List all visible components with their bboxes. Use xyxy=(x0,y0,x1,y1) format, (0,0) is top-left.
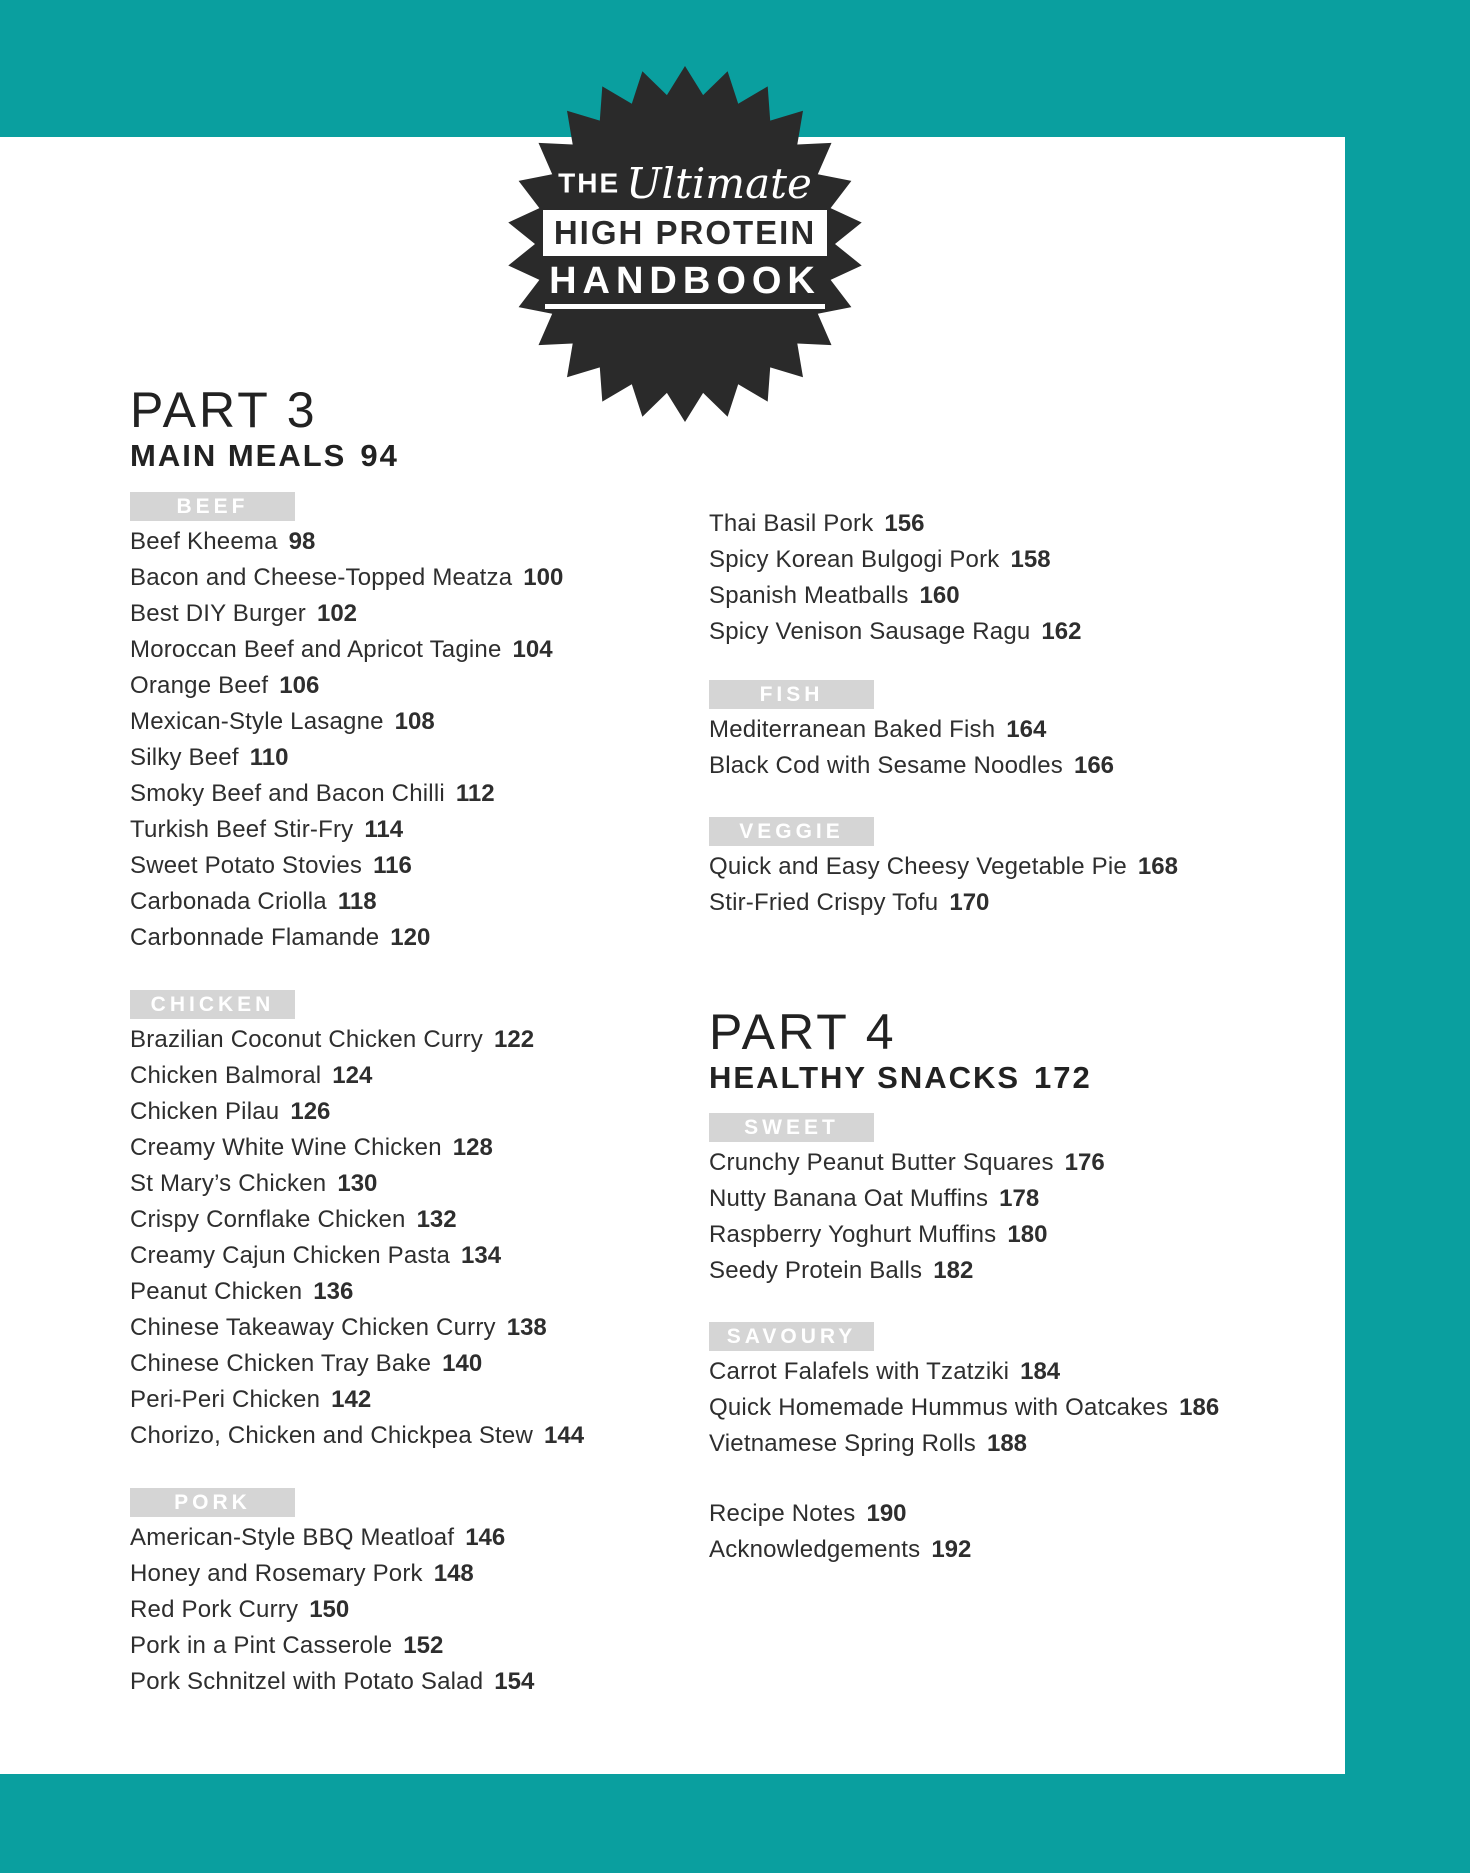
recipe-name: St Mary’s Chicken xyxy=(130,1170,327,1197)
page-number: 168 xyxy=(1137,853,1178,880)
toc-entry xyxy=(709,1390,1309,1426)
page-number: 134 xyxy=(461,1242,502,1269)
recipe-name: Mediterranean Baked Fish xyxy=(709,716,996,743)
recipe-name: Black Cod with Sesame Noodles xyxy=(709,752,1063,779)
recipe-name: Red Pork Curry xyxy=(130,1596,299,1623)
toc-entry xyxy=(130,668,650,704)
recipe-name: Carbonnade Flamande xyxy=(130,924,380,951)
page-number: 186 xyxy=(1179,1394,1220,1421)
recipe-name: Spicy Korean Bulgogi Pork xyxy=(709,546,1000,573)
category-chicken: CHICKEN xyxy=(130,990,295,1019)
toc-entry xyxy=(709,748,1309,784)
toc-entry xyxy=(130,884,650,920)
recipe-name: Pork Schnitzel with Potato Salad xyxy=(130,1668,484,1695)
part3-title: PART 3 xyxy=(130,382,318,438)
toc-entry xyxy=(130,560,650,596)
toc-entry xyxy=(709,849,1309,885)
page-number: 146 xyxy=(465,1524,506,1551)
toc-entry xyxy=(130,1310,650,1346)
recipe-name: Peanut Chicken xyxy=(130,1278,303,1305)
toc-entry xyxy=(709,1354,1309,1390)
toc-entry xyxy=(130,524,650,560)
recipe-name: Seedy Protein Balls xyxy=(709,1257,923,1284)
page-number: 184 xyxy=(1020,1358,1061,1385)
chicken-recipe-list xyxy=(130,1022,650,1454)
left-column xyxy=(130,382,650,1700)
toc-entry xyxy=(709,1181,1309,1217)
recipe-name: Pork in a Pint Casserole xyxy=(130,1632,393,1659)
veggie-recipe-list xyxy=(709,849,1309,921)
logo-the: THE xyxy=(558,167,621,199)
page-number: 104 xyxy=(512,636,553,663)
recipe-name: Bacon and Cheese-Topped Meatza xyxy=(130,564,513,591)
recipe-name: Sweet Potato Stovies xyxy=(130,852,363,879)
toc-entry xyxy=(130,632,650,668)
recipe-name: Smoky Beef and Bacon Chilli xyxy=(130,780,445,807)
recipe-name: Orange Beef xyxy=(130,672,269,699)
toc-entry xyxy=(130,1556,650,1592)
page-number: 148 xyxy=(433,1560,474,1587)
book-logo-badge xyxy=(505,64,865,424)
recipe-name: Raspberry Yoghurt Muffins xyxy=(709,1221,997,1248)
recipe-name: Chicken Pilau xyxy=(130,1098,280,1125)
category-pork: PORK xyxy=(130,1488,295,1517)
page-number: 166 xyxy=(1073,752,1115,779)
page-number: 178 xyxy=(999,1185,1040,1212)
page-number: 124 xyxy=(332,1062,373,1089)
page-number: 120 xyxy=(390,924,431,951)
savoury-recipe-list xyxy=(709,1354,1309,1462)
recipe-name: Best DIY Burger xyxy=(130,600,306,627)
recipe-name: Carrot Falafels with Tzatziki xyxy=(709,1358,1010,1385)
recipe-name: Silky Beef xyxy=(130,744,239,771)
toc-entry xyxy=(130,920,650,956)
page-number: 112 xyxy=(455,780,495,807)
page-number: 130 xyxy=(337,1170,378,1197)
recipe-name: Creamy White Wine Chicken xyxy=(130,1134,442,1161)
toc-entry xyxy=(130,1022,650,1058)
page-number: 102 xyxy=(316,600,358,627)
toc-entry xyxy=(130,740,650,776)
page-number: 116 xyxy=(373,852,412,879)
toc-entry xyxy=(709,885,1309,921)
sweet-recipe-list xyxy=(709,1145,1309,1289)
toc-entry xyxy=(130,1346,650,1382)
recipe-name: Peri-Peri Chicken xyxy=(130,1386,321,1413)
toc-entry xyxy=(709,506,1309,542)
toc-entry xyxy=(709,1496,1309,1532)
recipe-name: Thai Basil Pork xyxy=(709,510,874,537)
recipe-name: American-Style BBQ Meatloaf xyxy=(130,1524,455,1551)
page-number: 126 xyxy=(290,1098,331,1125)
page-number: 108 xyxy=(394,708,435,735)
beef-recipe-list xyxy=(130,524,650,956)
page-number: 170 xyxy=(949,889,990,916)
page-number: 188 xyxy=(986,1430,1028,1457)
recipe-name: Turkish Beef Stir-Fry xyxy=(130,816,354,843)
page-number: 142 xyxy=(331,1386,372,1413)
page-number: 154 xyxy=(494,1668,535,1695)
recipe-name: Chinese Chicken Tray Bake xyxy=(130,1350,432,1377)
toc-entry xyxy=(709,712,1309,748)
page-number: 128 xyxy=(452,1134,493,1161)
page-number: 192 xyxy=(931,1536,972,1563)
recipe-name: Quick and Easy Cheesy Vegetable Pie xyxy=(709,853,1127,880)
fish-recipe-list xyxy=(709,712,1309,784)
page-number: 144 xyxy=(544,1422,585,1449)
page-number: 158 xyxy=(1010,546,1051,573)
page-number: 136 xyxy=(313,1278,354,1305)
logo-ultimate: Ultimate xyxy=(626,159,812,208)
part4-page: 172 xyxy=(1034,1060,1092,1095)
category-veggie: VEGGIE xyxy=(709,817,874,846)
logo-handbook: HANDBOOK xyxy=(549,260,821,302)
page-number: 132 xyxy=(416,1206,457,1233)
page-number: 100 xyxy=(523,564,564,591)
page-number: 150 xyxy=(309,1596,350,1623)
page-number: 182 xyxy=(933,1257,974,1284)
category-sweet: SWEET xyxy=(709,1113,874,1142)
toc-entry xyxy=(709,1145,1309,1181)
logo-high-protein: HIGH PROTEIN xyxy=(543,210,827,256)
recipe-name: Brazilian Coconut Chicken Curry xyxy=(130,1026,484,1053)
category-savoury: SAVOURY xyxy=(709,1322,874,1351)
page-number: 114 xyxy=(364,816,404,843)
toc-entry xyxy=(709,614,1309,650)
page-number: 118 xyxy=(337,888,377,915)
toc-entry xyxy=(130,776,650,812)
page-number: 140 xyxy=(442,1350,483,1377)
recipe-name: Spicy Venison Sausage Ragu xyxy=(709,618,1031,645)
recipe-name: Chicken Balmoral xyxy=(130,1062,322,1089)
toc-entry xyxy=(130,1166,650,1202)
recipe-name: Crunchy Peanut Butter Squares xyxy=(709,1149,1054,1176)
toc-entry xyxy=(130,812,650,848)
recipe-name: Carbonada Criolla xyxy=(130,888,327,915)
recipe-name: Quick Homemade Hummus with Oatcakes xyxy=(709,1394,1169,1421)
page-number: 162 xyxy=(1041,618,1082,645)
toc-entry xyxy=(130,1274,650,1310)
recipe-name: Creamy Cajun Chicken Pasta xyxy=(130,1242,451,1269)
recipe-name: Beef Kheema xyxy=(130,528,278,555)
part4-title: PART 4 xyxy=(709,1004,897,1060)
toc-entry xyxy=(130,596,650,632)
extras-list xyxy=(709,1496,1309,1568)
recipe-name: Acknowledgements xyxy=(709,1536,921,1563)
recipe-name: Nutty Banana Oat Muffins xyxy=(709,1185,989,1212)
page-number: 190 xyxy=(866,1500,907,1527)
toc-entry xyxy=(130,848,650,884)
toc-entry xyxy=(130,1382,650,1418)
recipe-name: Vietnamese Spring Rolls xyxy=(709,1430,976,1457)
toc-entry xyxy=(709,1532,1309,1568)
page-number: 110 xyxy=(249,744,289,771)
logo-top-line xyxy=(505,159,865,208)
page-number: 122 xyxy=(494,1026,535,1053)
toc-entry xyxy=(130,1094,650,1130)
recipe-name: Mexican-Style Lasagne xyxy=(130,708,384,735)
toc-entry xyxy=(130,1058,650,1094)
recipe-name: Stir-Fried Crispy Tofu xyxy=(709,889,939,916)
toc-entry xyxy=(130,1592,650,1628)
part3-subtitle-text: MAIN MEALS xyxy=(130,438,347,473)
recipe-name: Spanish Meatballs xyxy=(709,582,909,609)
toc-entry xyxy=(130,1664,650,1700)
pork-recipe-list xyxy=(130,1520,650,1700)
page-number: 106 xyxy=(279,672,320,699)
toc-entry xyxy=(709,1253,1309,1289)
logo-underline xyxy=(545,304,825,309)
toc-entry xyxy=(130,1238,650,1274)
recipe-name: Honey and Rosemary Pork xyxy=(130,1560,423,1587)
page-number: 160 xyxy=(919,582,960,609)
recipe-name: Chinese Takeaway Chicken Curry xyxy=(130,1314,496,1341)
page-number: 176 xyxy=(1064,1149,1105,1176)
page-number: 156 xyxy=(884,510,925,537)
toc-entry xyxy=(130,1418,650,1454)
toc-entry xyxy=(130,1202,650,1238)
toc-entry xyxy=(709,578,1309,614)
toc-entry xyxy=(709,1426,1309,1462)
part4-subtitle-text: HEALTHY SNACKS xyxy=(709,1060,1021,1095)
category-beef: BEEF xyxy=(130,492,295,521)
page-number: 180 xyxy=(1007,1221,1048,1248)
toc-entry xyxy=(709,542,1309,578)
recipe-name: Crispy Cornflake Chicken xyxy=(130,1206,406,1233)
page-number: 138 xyxy=(506,1314,547,1341)
toc-entry xyxy=(130,1130,650,1166)
toc-entry xyxy=(709,1217,1309,1253)
recipe-name: Chorizo, Chicken and Chickpea Stew xyxy=(130,1422,533,1449)
right-column xyxy=(709,506,1309,1568)
page-number: 164 xyxy=(1006,716,1047,743)
recipe-name: Recipe Notes xyxy=(709,1500,856,1527)
part3-page: 94 xyxy=(360,438,399,473)
recipe-name: Moroccan Beef and Apricot Tagine xyxy=(130,636,502,663)
toc-entry xyxy=(130,1628,650,1664)
part3-subtitle xyxy=(130,437,650,475)
toc-entry xyxy=(130,1520,650,1556)
part4-subtitle xyxy=(709,1059,1309,1097)
toc-entry xyxy=(130,704,650,740)
page-number: 152 xyxy=(403,1632,444,1659)
page-number: 98 xyxy=(288,528,316,555)
pork-recipe-list-continued xyxy=(709,506,1309,650)
category-fish: FISH xyxy=(709,680,874,709)
